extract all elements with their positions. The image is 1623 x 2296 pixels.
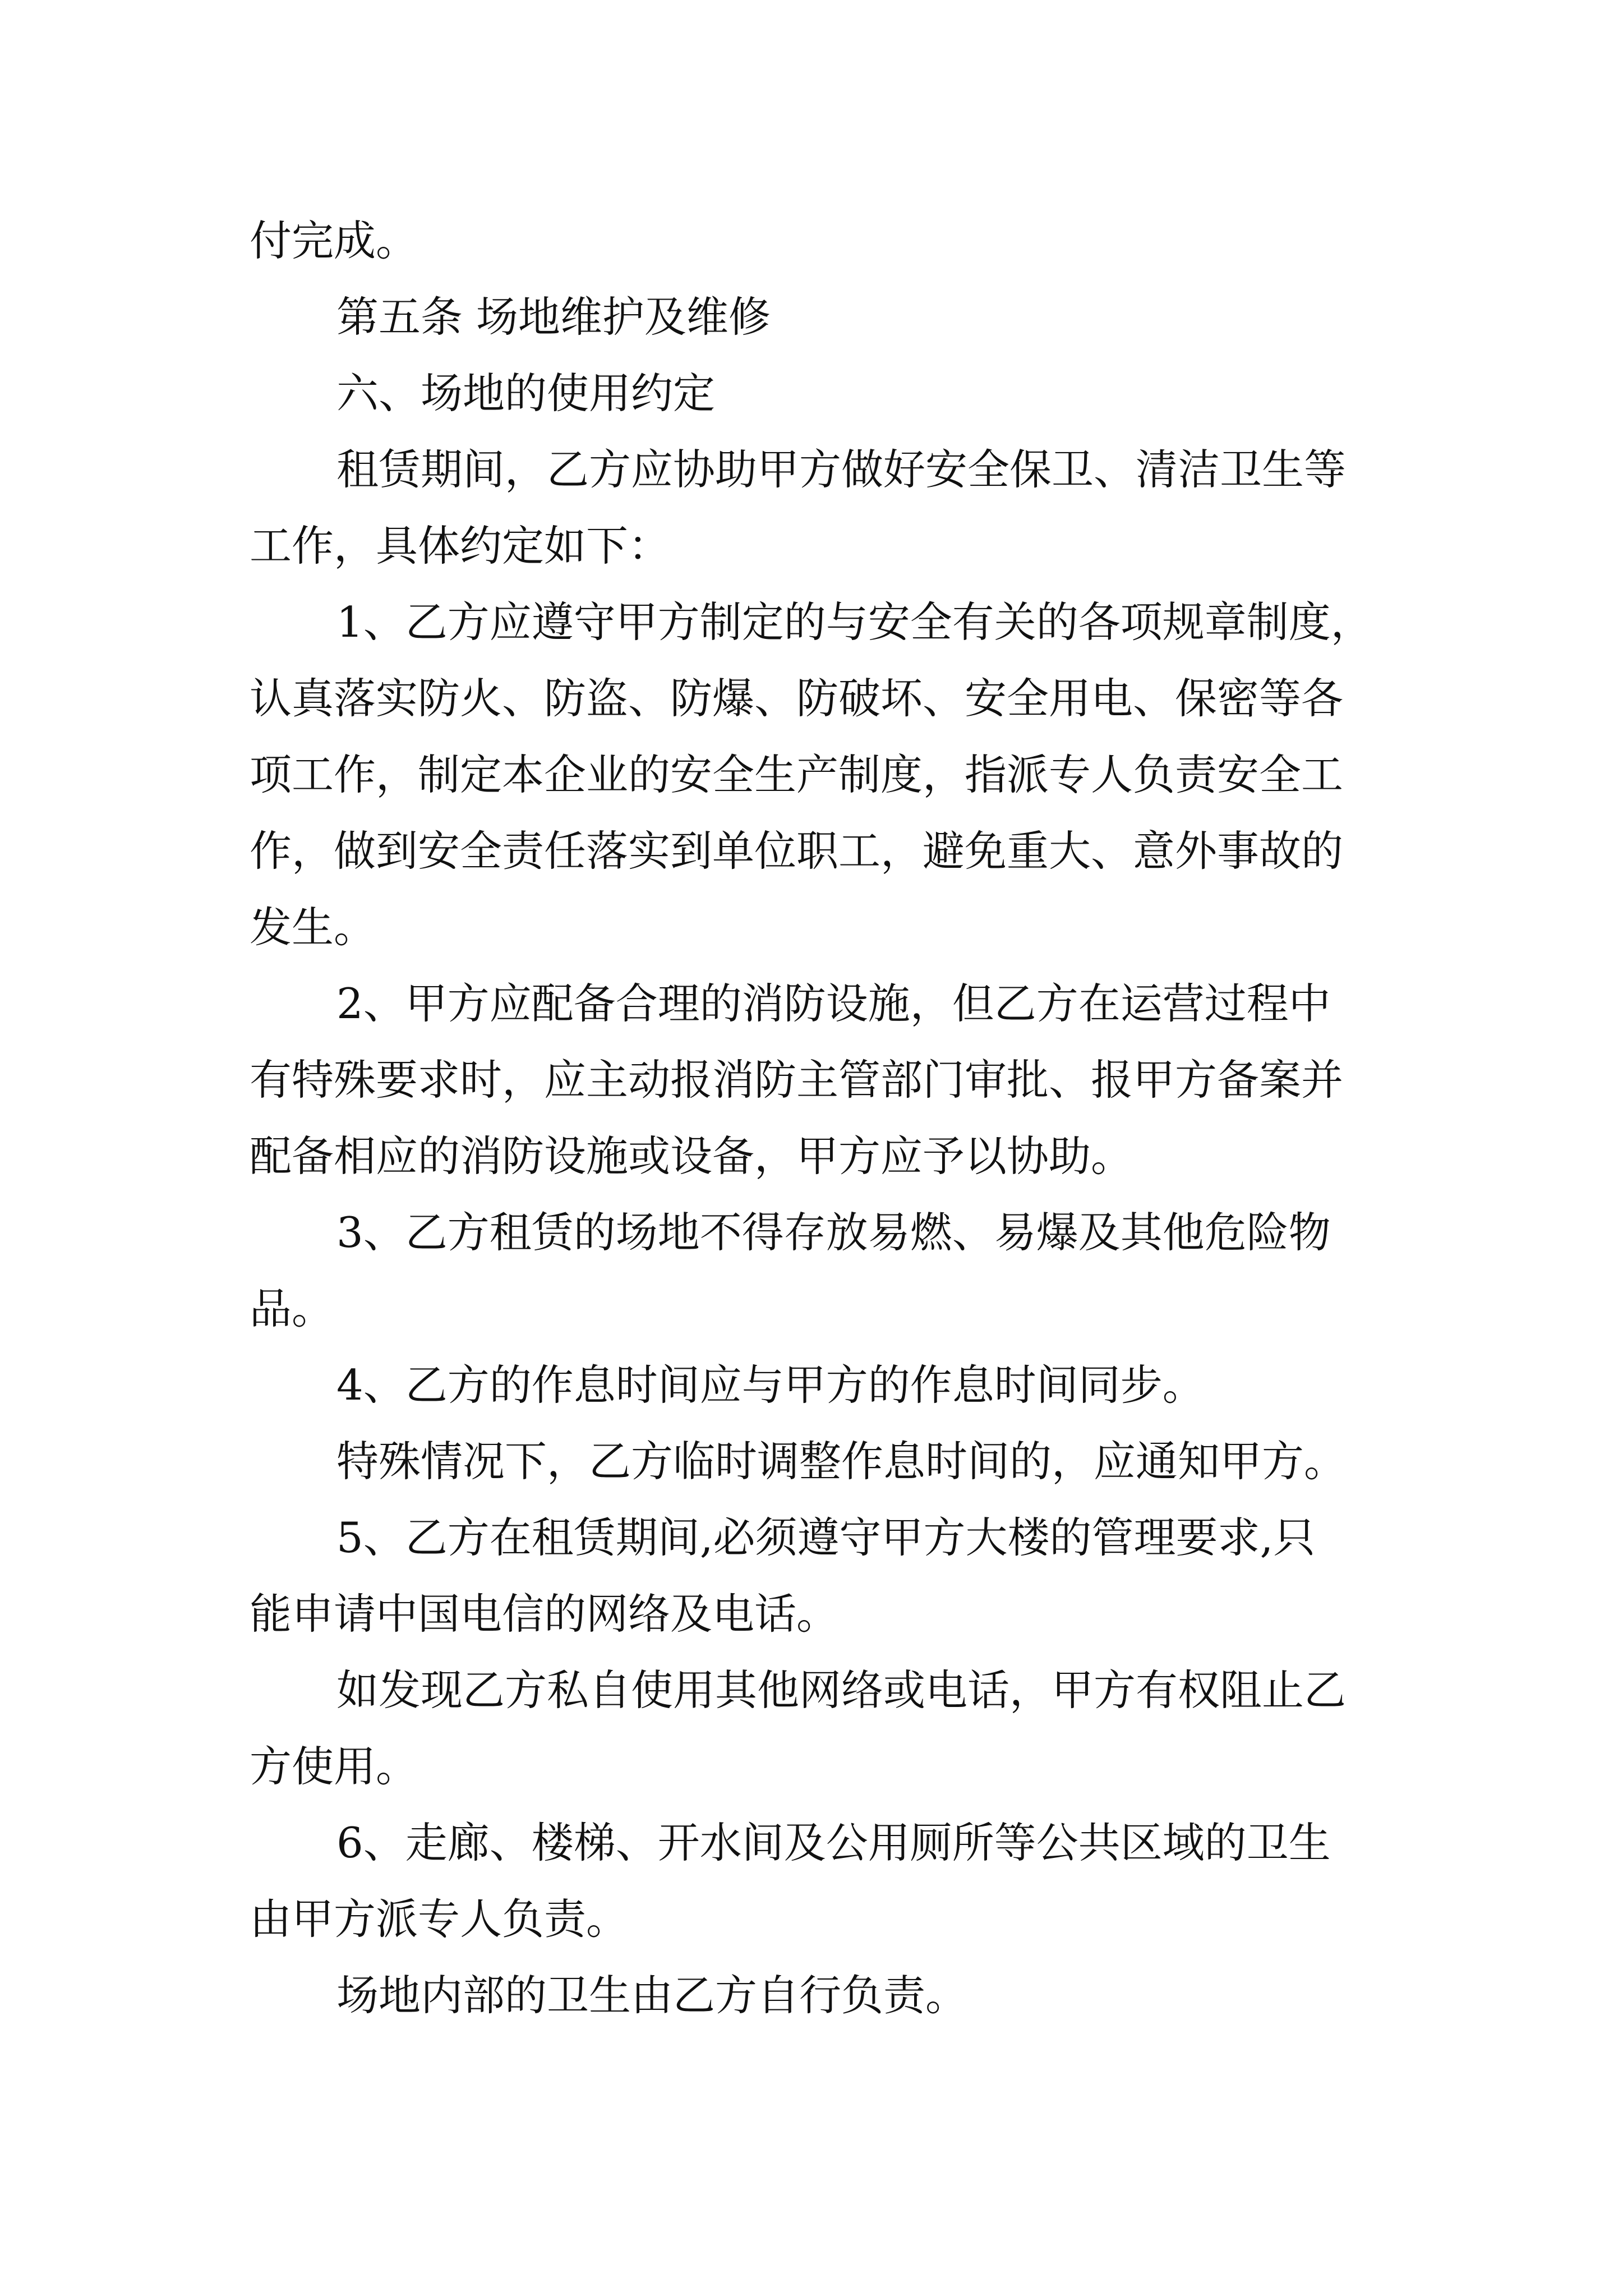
text-line: 2、甲方应配备合理的消防设施，但乙方在运营过程中 xyxy=(336,979,1331,1028)
text-line: 配备相应的消防设施或设备，甲方应予以协助。 xyxy=(250,1131,1133,1181)
section-heading: 六、场地的使用约定 xyxy=(336,369,716,418)
text-line: 由甲方派专人负责。 xyxy=(250,1894,629,1944)
text-line: 1、乙方应遵守甲方制定的与安全有关的各项规章制度， xyxy=(336,597,1373,647)
text-line: 发生。 xyxy=(250,903,376,952)
text-line: 如发现乙方私自使用其他网络或电话，甲方有权阻止乙 xyxy=(336,1665,1347,1715)
text-line: 工作，具体约定如下： xyxy=(250,521,671,570)
text-line: 租赁期间，乙方应协助甲方做好安全保卫、清洁卫生等 xyxy=(336,445,1347,494)
text-line: 作，做到安全责任落实到单位职工，避免重大、意外事故的 xyxy=(250,826,1344,876)
text-line: 5、乙方在租赁期间,必须遵守甲方大楼的管理要求,只 xyxy=(336,1513,1316,1562)
section-heading: 第五条 场地维护及维修 xyxy=(336,292,771,342)
text-line: 方使用。 xyxy=(250,1742,418,1791)
text-line: 项工作，制定本企业的安全生产制度，指派专人负责安全工 xyxy=(250,750,1344,799)
text-line: 认真落实防火、防盗、防爆、防破坏、安全用电、保密等各 xyxy=(250,674,1344,723)
text-line: 有特殊要求时，应主动报消防主管部门审批、报甲方备案并 xyxy=(250,1055,1344,1105)
text-line: 场地内部的卫生由乙方自行负责。 xyxy=(336,1971,968,2020)
text-line: 3、乙方租赁的场地不得存放易燃、易爆及其他危险物 xyxy=(336,1208,1331,1257)
text-line: 付完成。 xyxy=(250,216,418,265)
text-line: 品。 xyxy=(250,1284,334,1333)
text-line: 4、乙方的作息时间应与甲方的作息时间同步。 xyxy=(336,1360,1205,1410)
text-line: 特殊情况下，乙方临时调整作息时间的，应通知甲方。 xyxy=(336,1437,1347,1486)
text-line: 6、走廊、楼梯、开水间及公用厕所等公共区域的卫生 xyxy=(336,1818,1331,1867)
text-line: 能申请中国电信的网络及电话。 xyxy=(250,1589,839,1639)
